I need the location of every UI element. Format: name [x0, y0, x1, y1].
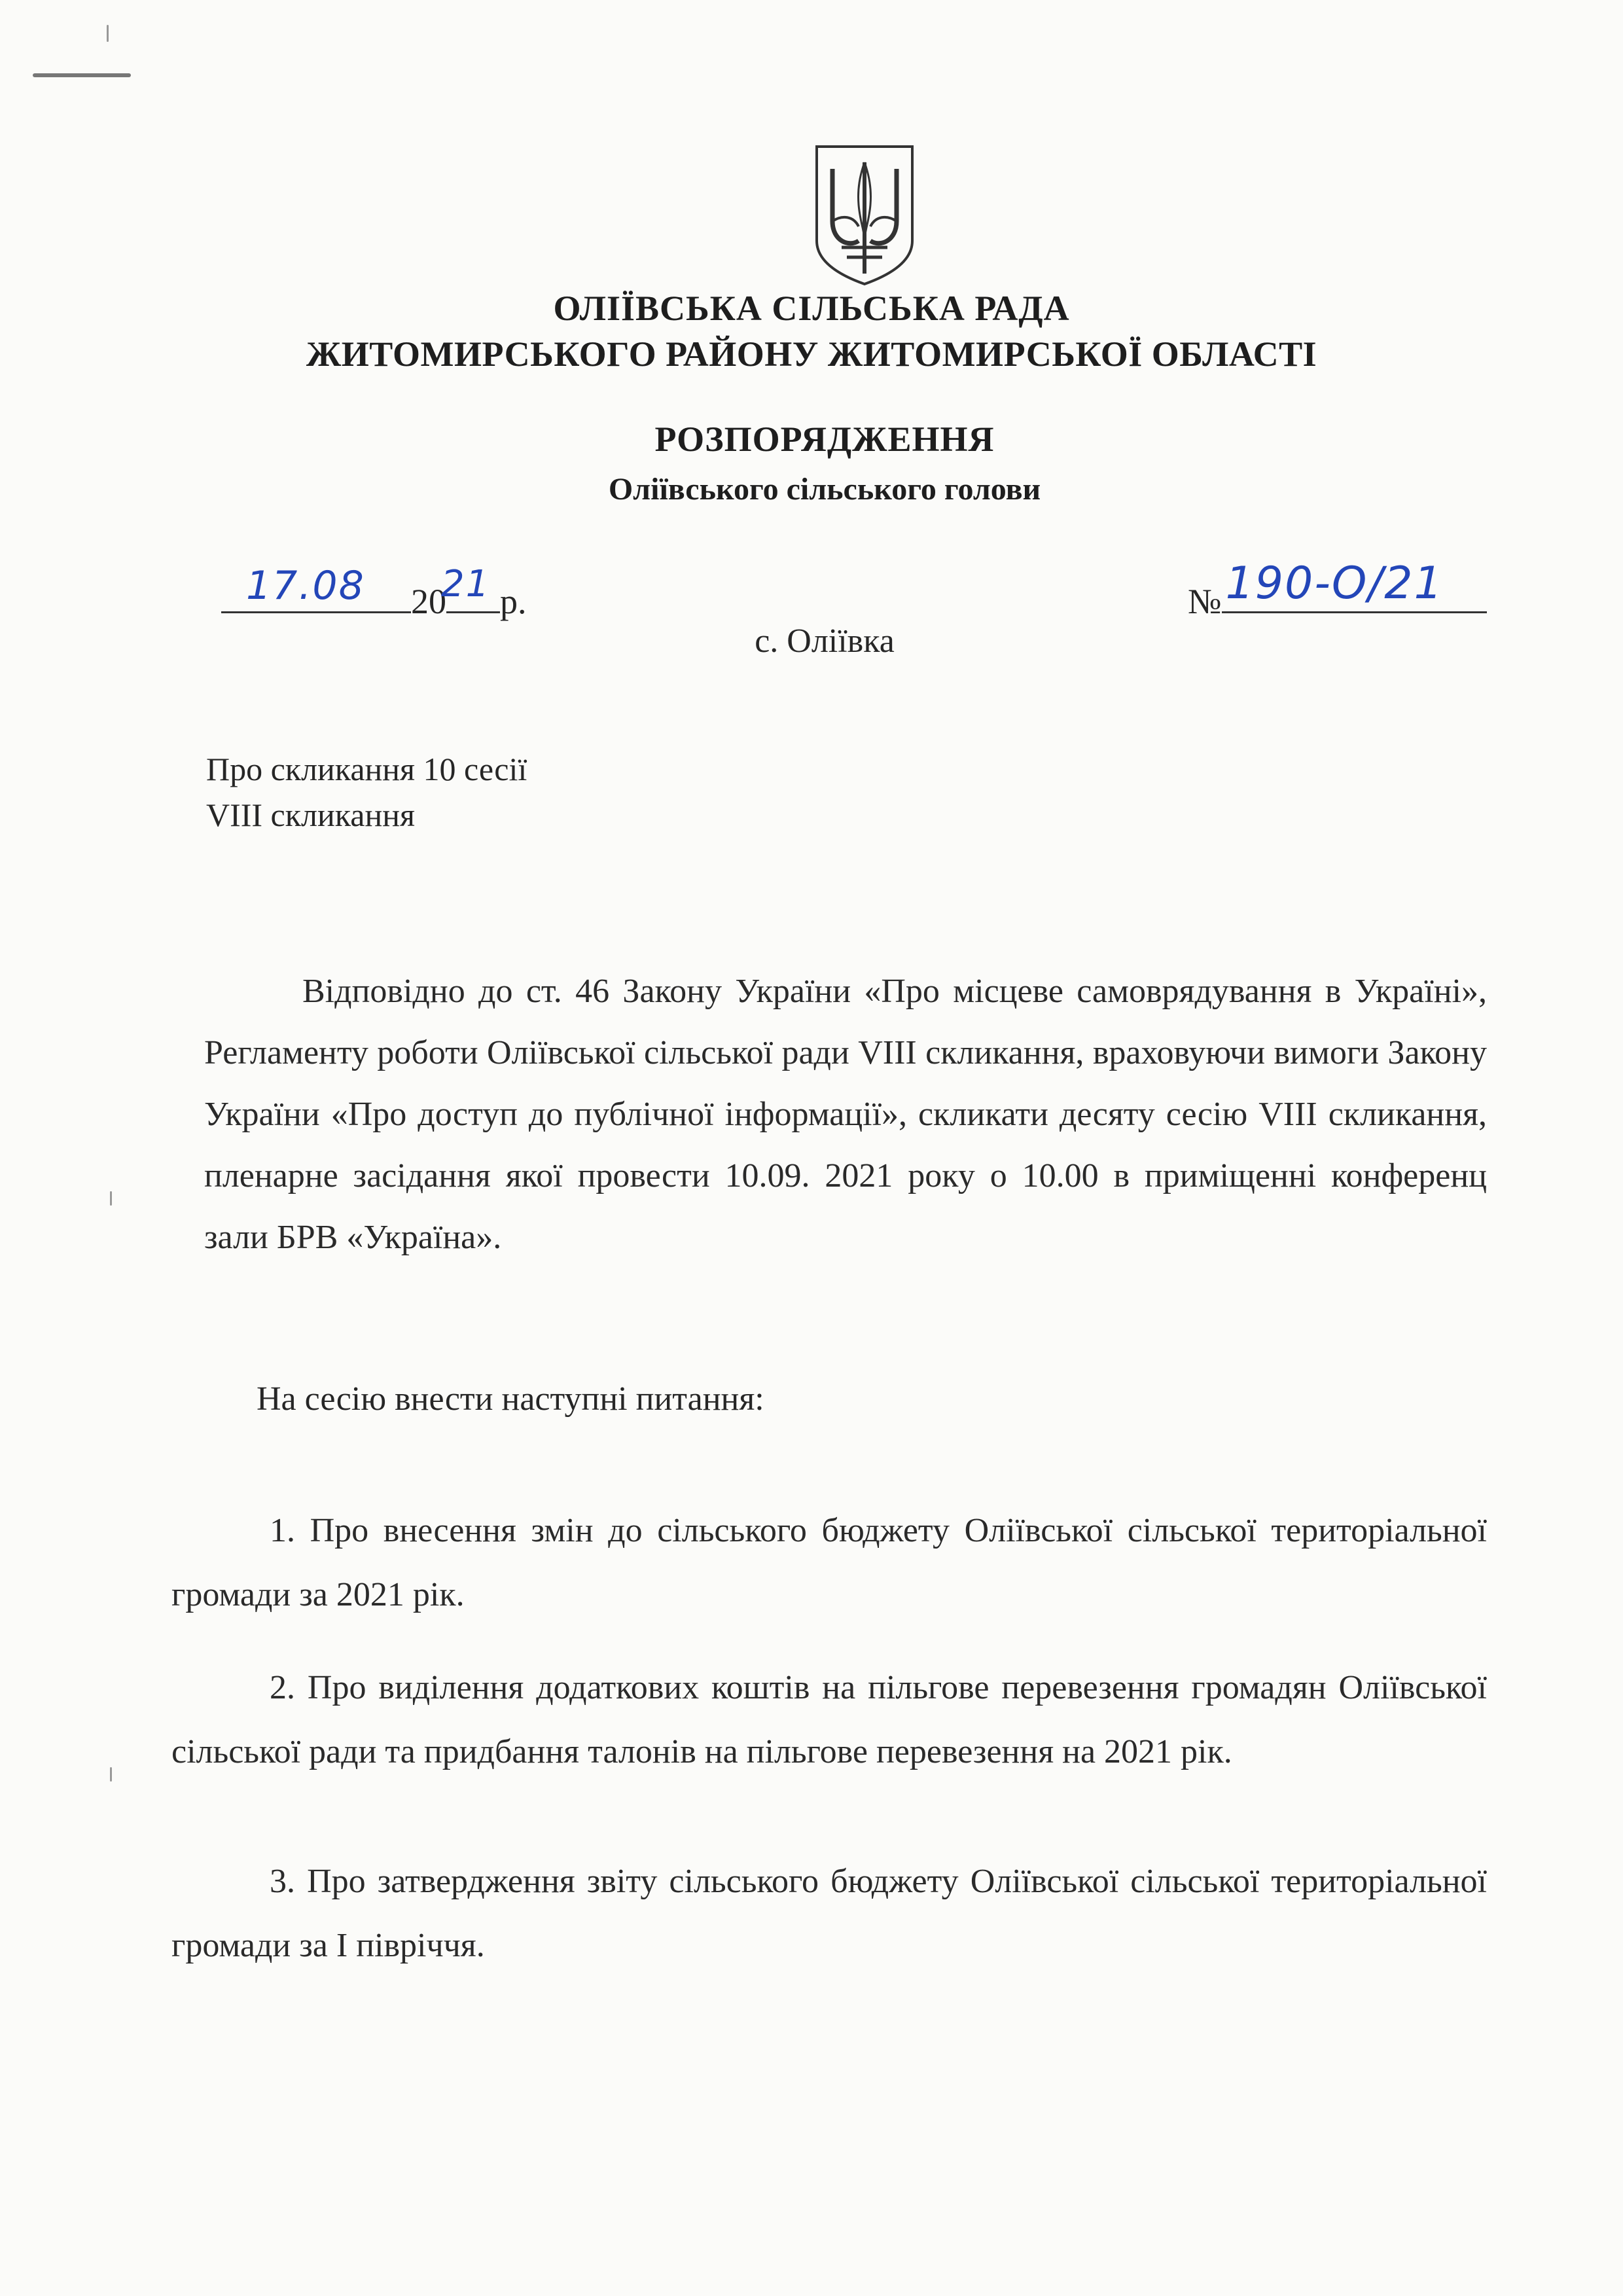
scan-speck	[107, 25, 109, 42]
council-name: ОЛІЇВСЬКА СІЛЬСЬКА РАДА	[553, 289, 1070, 328]
scan-speck	[110, 1767, 112, 1782]
subject-line: VIII скликання	[206, 797, 415, 833]
number-label: №	[1188, 582, 1222, 621]
document-number	[1188, 558, 1487, 622]
issuer-title: Оліївського сільського голови	[608, 472, 1041, 507]
date-year-blank	[441, 563, 500, 613]
scan-mark	[33, 73, 131, 77]
agenda-item: 3. Про затвердження звіту сільського бюджету Оліївської сільської територіальної громади за І півріччя.	[171, 1863, 1487, 1964]
place-of-issue: с. Оліївка	[755, 622, 895, 660]
document-subject	[206, 746, 527, 838]
agenda-intro: На сесію внести наступні питання:	[257, 1380, 764, 1418]
date-day-month-blank	[221, 563, 411, 613]
scan-speck	[110, 1191, 112, 1206]
year-prefix: 20	[411, 582, 446, 621]
number-blank	[1222, 558, 1487, 613]
tryzub-emblem-icon	[813, 143, 916, 288]
year-suffix: р.	[500, 582, 527, 621]
handwritten-year: 21	[441, 563, 491, 605]
document-type: РОЗПОРЯДЖЕННЯ	[654, 420, 995, 459]
agenda-item: 1. Про внесення змін до сільського бюджету Оліївської сільської територіальної громади за 2021 рік.	[171, 1512, 1487, 1613]
subject-line: Про скликання 10 сесії	[206, 751, 527, 787]
document-date	[221, 563, 527, 622]
agenda-item: 2. Про виділення додаткових коштів на пільгове перевезення громадян Оліївської сільської ради та придбання талонів на пільгове перевезення на 2021 рік.	[171, 1669, 1487, 1770]
handwritten-number: 190-О/21	[1225, 558, 1444, 609]
main-paragraph: Відповідно до ст. 46 Закону України «Про місцеве самоврядування в Україні», Регламенту роботи Оліївської сільської ради VIII скликання, враховуючи вимоги Закону України «Про доступ до публічної інформації», скликати десяту сесію VIII скликання, пленарне засідання якої провести 10.09. 2021 року о 10.00 в приміщенні конференц зали БРВ «Україна».	[204, 973, 1487, 1256]
region-name: ЖИТОМИРСЬКОГО РАЙОНУ ЖИТОМИРСЬКОЇ ОБЛАСТІ	[306, 334, 1317, 374]
handwritten-date: 17.08	[246, 563, 365, 609]
